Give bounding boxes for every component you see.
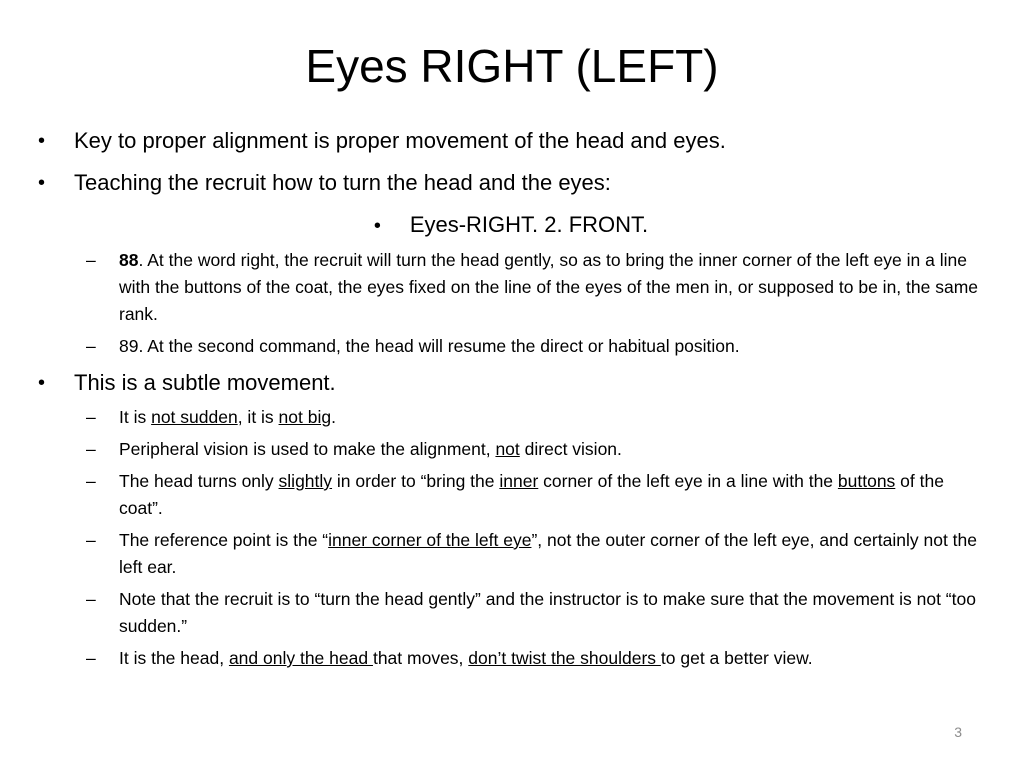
sub-item bbox=[36, 527, 986, 581]
text-run: direct vision. bbox=[519, 439, 622, 459]
dash-icon: – bbox=[86, 439, 96, 459]
text-run: The head turns only bbox=[119, 471, 279, 491]
slide-content bbox=[36, 126, 986, 677]
sub-item bbox=[36, 333, 986, 360]
text-run: The reference point is the “ bbox=[119, 530, 329, 550]
bullet-icon: • bbox=[38, 172, 46, 194]
bullet-text: Eyes-RIGHT. 2. FRONT. bbox=[409, 212, 649, 237]
dash-icon: – bbox=[86, 648, 96, 668]
sub-item-text: . At the word right, the recruit will turn the head gently, so as to bring the inner corner of the left eye in a line with the buttons of the coat, the eyes fixed on the line of the eyes of the men in, or supposed to be in, the same rank. bbox=[119, 250, 979, 324]
underlined-text: and only the head bbox=[228, 648, 373, 668]
text-run: that moves, bbox=[372, 648, 469, 668]
text-run: to get a better view. bbox=[660, 648, 813, 668]
text-run: corner of the left eye in a line with the bbox=[538, 471, 838, 491]
text-run: ”, not the outer corner of the left eye, and certainly not the left ear. bbox=[119, 530, 977, 577]
slide-title: Eyes RIGHT (LEFT) bbox=[305, 40, 719, 92]
underlined-text: slightly bbox=[278, 471, 333, 491]
dash-icon: – bbox=[86, 250, 96, 270]
paragraph-number: 88 bbox=[119, 250, 139, 270]
sub-item bbox=[36, 468, 986, 522]
bullet-item bbox=[36, 168, 986, 198]
bullet-item-centered bbox=[36, 210, 986, 241]
bullet-text: Teaching the recruit how to turn the head and the eyes: bbox=[74, 170, 611, 195]
text-run: , it is bbox=[237, 407, 279, 427]
slide-number: 3 bbox=[954, 724, 962, 740]
dash-icon: – bbox=[86, 336, 96, 356]
dash-icon: – bbox=[86, 530, 96, 550]
sub-item-text: 89. At the second command, the head will resume the direct or habitual position. bbox=[119, 336, 740, 356]
bullet-icon: • bbox=[373, 215, 381, 237]
underlined-text: not bbox=[495, 439, 520, 459]
text-run: It is the head, bbox=[119, 648, 229, 668]
sub-item bbox=[36, 645, 986, 672]
bullet-text: This is a subtle movement. bbox=[74, 370, 336, 395]
underlined-text: inner corner of the left eye bbox=[328, 530, 532, 550]
bullet-icon: • bbox=[38, 130, 46, 152]
text-run: of the coat”. bbox=[119, 471, 944, 518]
bullet-text: Key to proper alignment is proper movement of the head and eyes. bbox=[74, 128, 726, 153]
underlined-text: not big bbox=[278, 407, 332, 427]
bullet-icon: • bbox=[38, 372, 46, 394]
underlined-text: buttons bbox=[837, 471, 896, 491]
underlined-text: don’t twist the shoulders bbox=[468, 648, 661, 668]
sub-item bbox=[36, 404, 986, 431]
underlined-text: not sudden bbox=[151, 407, 238, 427]
dash-icon: – bbox=[86, 589, 96, 609]
bullet-item bbox=[36, 368, 986, 398]
text-run: It is bbox=[119, 407, 152, 427]
dash-icon: – bbox=[86, 407, 96, 427]
text-run: . bbox=[331, 407, 336, 427]
text-run: Peripheral vision is used to make the alignment, bbox=[119, 439, 496, 459]
dash-icon: – bbox=[86, 471, 96, 491]
sub-item-text: Note that the recruit is to “turn the head gently” and the instructor is to make sure that the movement is not “too sudden.” bbox=[119, 589, 976, 636]
sub-item bbox=[36, 586, 986, 640]
underlined-text: inner bbox=[499, 471, 539, 491]
sub-item bbox=[36, 436, 986, 463]
text-run: in order to “bring the bbox=[332, 471, 500, 491]
sub-item bbox=[36, 247, 986, 328]
bullet-item bbox=[36, 126, 986, 156]
